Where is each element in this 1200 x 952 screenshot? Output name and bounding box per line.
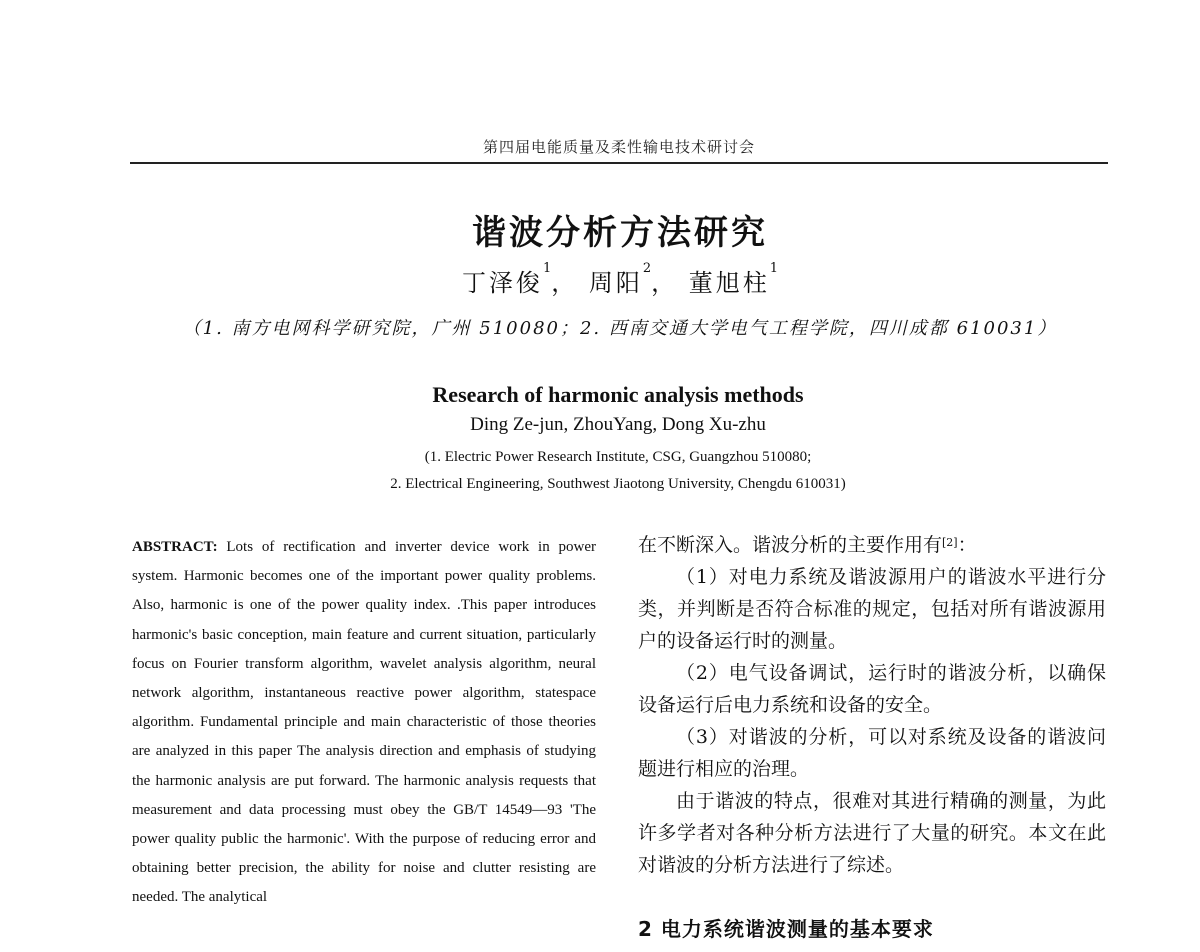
paper-title-en: Research of harmonic analysis methods	[432, 382, 804, 407]
author-affil-mark: 1	[769, 261, 779, 276]
affiliation-en-line2: 2. Electrical Engineering, Southwest Jiaotong University, Chengdu 610031)	[390, 476, 846, 492]
paper-title-cn: 谐波分析方法研究	[472, 213, 768, 253]
affiliation-en-line1: (1. Electric Power Research Institute, CSG, Guangzhou 510080;	[424, 449, 812, 465]
body-paragraph: 由于谐波的特点，很难对其进行精确的测量，为此许多学者对各种分析方法进行了大量的研究。本文在此对谐波的分析方法进行了综述。	[638, 790, 1106, 876]
author-name: 周阳	[588, 269, 643, 297]
intro-end: ：	[957, 534, 977, 556]
intro-text: 在不断深入。谐波分析的主要作用有	[638, 534, 943, 556]
author-affil-mark: 2	[642, 261, 652, 276]
abstract-label: ABSTRACT:	[132, 539, 218, 555]
author-separator: ，	[651, 269, 679, 297]
body-right-column	[638, 529, 1106, 881]
author-affil-mark: 1	[542, 261, 552, 276]
citation-ref: [2]	[942, 536, 958, 549]
intro-paragraph	[638, 529, 1106, 561]
author-name: 丁泽俊	[461, 269, 543, 297]
running-header: 第四届电能质量及柔性输电技术研讨会	[482, 138, 755, 156]
list-item-2: （2）电气设备调试，运行时的谐波分析，以确保设备运行后电力系统和设备的安全。	[638, 662, 1106, 716]
list-item-1: （1）对电力系统及谐波源用户的谐波水平进行分类，并判断是否符合标准的规定，包括对所有谐波源用户的设备运行时的测量。	[638, 566, 1106, 652]
header-rule	[130, 162, 1108, 164]
abstract	[132, 533, 596, 913]
author-name: 董旭柱	[688, 269, 770, 297]
section-heading: 2 电力系统谐波测量的基本要求	[638, 917, 934, 941]
list-item-3: （3）对谐波的分析，可以对系统及设备的谐波问题进行相应的治理。	[638, 726, 1106, 780]
authors-en: Ding Ze-jun, ZhouYang, Dong Xu-zhu	[470, 414, 766, 435]
author-separator: ，	[551, 269, 579, 297]
affiliation-cn: （1. 南方电网科学研究院，广州 510080；2. 西南交通大学电气工程学院，四川成都 610031）	[182, 318, 1058, 339]
authors-cn	[0, 263, 1200, 298]
abstract-text: Lots of rectification and inverter device work in power system. Harmonic becomes one of the important power quality problems. Also, harmonic is one of the power quality index. .This paper introduces harmonic's basic conception, main feature and current situation, particularly focus on Fourier transform algorithm, wavelet analysis algorithm, neural network algorithm, instantaneous reactive power algorithm, statespace algorithm. Fundamental principle and main characteristic of those theories are analyzed in this paper The analysis direction and emphasis of studying the harmonic analysis are put forward. The harmonic analysis requests that measurement and data processing must obey the GB/T 14549—93 'The power quality public the harmonic'. With the purpose of reducing error and obtaining better precision, the ability for noise and clutter resisting are needed. The analytical	[132, 539, 596, 906]
